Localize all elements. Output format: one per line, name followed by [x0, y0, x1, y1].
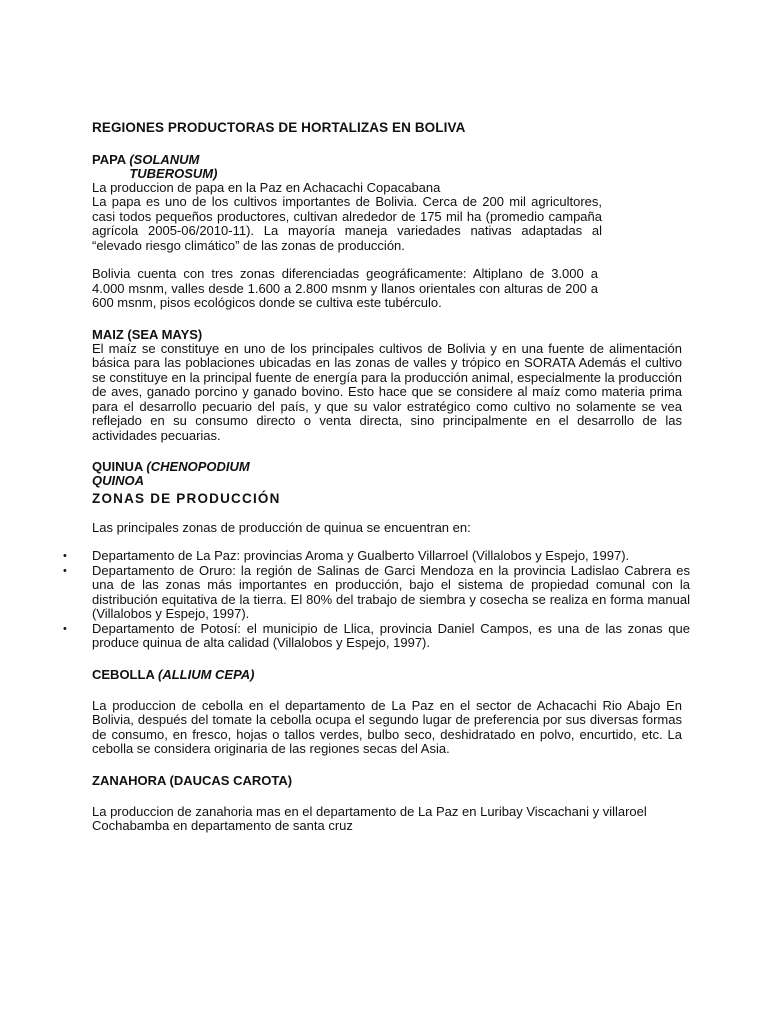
zonas-produccion-heading: ZONAS DE PRODUCCIÓN [92, 491, 281, 506]
cebolla-scientific-name: (ALLIUM CEPA) [157, 666, 255, 682]
papa-heading-label: PAPA [92, 151, 126, 167]
list-item: • Departamento de Oruro: la región de Salinas de Garci Mendoza en la provincia Ladislao Cabrera es una de las zonas más importantes en producción, bajo el sistema de propiedad comunal con la distribución equitativa de la tierra. El 80% del trabajo de siembra y cosecha se realiza en forma manual (Villalobos y Espejo, 1997). [63, 562, 690, 621]
cebolla-paragraph: La produccion de cebolla en el departamento de La Paz en el sector de Achacachi Rio Abajo En Bolivia, después del tomate la cebolla ocupa el segundo lugar de preferencia por sus diversas formas de consumo, en fresco, hojas o tallos verdes, bulbo seco, deshidratado en polvo, encurtido, etc. La cebolla se considera originaria de las regiones secas del Asia. [92, 697, 682, 756]
quinua-scientific-line1: (CHENOPODIUM [146, 459, 250, 474]
quinua-zones-list [63, 548, 692, 651]
papa-heading [92, 153, 692, 181]
zanahora-paragraph: La produccion de zanahoria mas en el departamento de La Paz en Luribay Viscachani y villaroel Cochabamba en departamento de santa cruz [92, 803, 647, 833]
bullet-icon: • [63, 564, 67, 577]
document-body [63, 120, 692, 834]
cebolla-heading: CEBOLLA (ALLIUM CEPA) [92, 666, 255, 682]
list-item: • Departamento de La Paz: provincias Aroma y Gualberto Villarroel (Villalobos y Espejo, 1997). [63, 548, 630, 563]
quinua-intro: Las principales zonas de producción de quinua se encuentran en: [92, 519, 471, 535]
quinua-heading [92, 460, 692, 474]
zanahora-heading: ZANAHORA (DAUCAS CAROTA) [92, 772, 293, 788]
bullet-icon: • [63, 550, 67, 562]
papa-location-line: La produccion de papa en la Paz en Achacachi Copacabana [92, 179, 441, 195]
papa-paragraph-zones: Bolivia cuenta con tres zonas diferenciadas geográficamente: Altiplano de 3.000 a 4.000 msnm, valles desde 1.600 a 2.800 msnm y llanos orientales con alturas de 200 a 600 msnm, pisos ecológicos donde se cultiva este tubérculo. [92, 266, 598, 310]
maiz-paragraph: El maíz se constituye en uno de los principales cultivos de Bolivia y en una fuente de alimentación básica para las poblaciones ubicadas en las zonas de valles y trópico en SORATA Además el cultivo se constituye en la principal fuente de energía para la producción animal, especialmente la producción de aves, ganado porcino y ganado bovino. Esto hace que se considere al maíz como materia prima para el desarrollo pecuario del país, y que su valor estratégico como cultivo no solamente se vea reflejado en su consumo directo o venta directa, sino principalmente en el desarrollo de las actividades pecuarias. [92, 340, 682, 443]
papa-scientific-name: (SOLANUM TUBEROSUM) [129, 151, 218, 181]
quinua-scientific-line2: QUINOA [92, 473, 144, 488]
document-title: REGIONES PRODUCTORAS DE HORTALIZAS EN BOLIVA [92, 120, 466, 135]
quinua-heading-label: QUINUA [92, 459, 143, 474]
bullet-icon: • [63, 622, 67, 635]
papa-paragraph-intro: La papa es uno de los cultivos importantes de Bolivia. Cerca de 200 mil agricultores, casi todos pequeños productores, cultivan alrededor de 175 mil ha (promedio campaña agrícola 2005-06/2010-11). La mayoría maneja variedades nativas adaptadas al “elevado riesgo climático” de las zonas de producción. [92, 194, 602, 253]
maiz-heading: MAIZ (SEA MAYS) [92, 326, 203, 342]
list-item: • Departamento de Potosí: el municipio de Llica, provincia Daniel Campos, es una de las zonas que produce quinua de alta calidad (Villalobos y Espejo, 1997). [63, 620, 690, 650]
